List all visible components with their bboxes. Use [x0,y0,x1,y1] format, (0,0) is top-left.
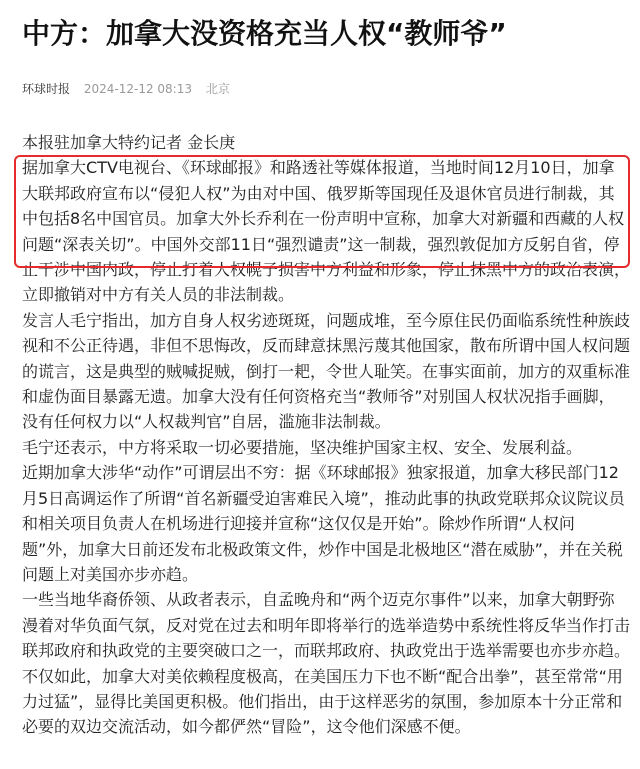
paragraph-5: 一些当地华裔侨领、从政者表示，自孟晚舟和“两个迈克尔事件”以来，加拿大朝野弥漫着对华负面气氛，反对党在过去和明年即将举行的选举造势中系统性将反华当作打击联邦政府和执政党的主要突破口之一，而联邦政府、执政党出于选举需要也亦步亦趋。不仅如此，加拿大对美依赖程度极高，在美国压力下也不断“配合出拳”，甚至常常“用力过猛”，显得比美国更积极。他们指出，由于这样恶劣的氛围，参加原本十分正常和必要的双边交流活动，如今都俨然“冒险”，这令他们深感不便。 [22,590,631,737]
article-body [22,130,630,740]
paragraph-1: 据加拿大CTV电视台、《环球邮报》和路透社等媒体报道，当地时间12月10日，加拿大联邦政府宣布以“侵犯人权”为由对中国、俄罗斯等国现任及退休官员进行制裁，其中包括8名中国官员。加拿大外长乔利在一份声明中宣称，加拿大对新疆和西藏的人权问题“深表关切”。中国外交部11日“强烈谴责”这一制裁，强烈敦促加方反躬自省，停止干涉中国内政，停止打着人权幌子损害中方利益和形象，停止抹黑中方的政治表演，立即撤销对中方有关人员的非法制裁。 [22,158,631,305]
paragraph-4: 近期加拿大涉华“动作”可谓层出不穷：据《环球邮报》独家报道，加拿大移民部门12月5日高调运作了所谓“首名新疆受迫害难民入境”，推动此事的执政党联邦众议院议员和相关项目负责人在机场进行迎接并宣称“这仅仅是开始”。除炒作所谓“人权问题”外，加拿大日前还发布北极政策文件，炒作中国是北极地区“潜在威胁”，并在关税问题上对美国亦步亦趋。 [22,463,625,584]
publish-location: 北京 [205,82,230,96]
article-title: 中方：加拿大没资格充当人权“教师爷” [22,17,507,50]
byline: 本报驻加拿大特约记者 金长庚 [22,133,236,152]
publish-datetime: 2024-12-12 08:13 [83,82,192,96]
source-name[interactable]: 环球时报 [22,82,71,96]
article-meta [22,80,240,97]
paragraph-3: 毛宁还表示，中方将采取一切必要措施，坚决维护国家主权、安全、发展利益。 [22,437,583,457]
paragraph-2: 发言人毛宁指出，加方自身人权劣迹斑斑，问题成堆，至今原住民仍面临系统性种族歧视和不公正待遇，非但不思悔改，反而肆意抹黑污蔑其他国家，散布所谓中国人权问题的谎言，这是典型的贼喊捉贼，倒打一耙，令世人耻笑。在事实面前，加方的双重标准和虚伪面目暴露无遗。加拿大没有任何资格充当“教师爷”对别国人权状况指手画脚，没有任何权力以“人权裁判官”自居，滥施非法制裁。 [22,310,631,432]
